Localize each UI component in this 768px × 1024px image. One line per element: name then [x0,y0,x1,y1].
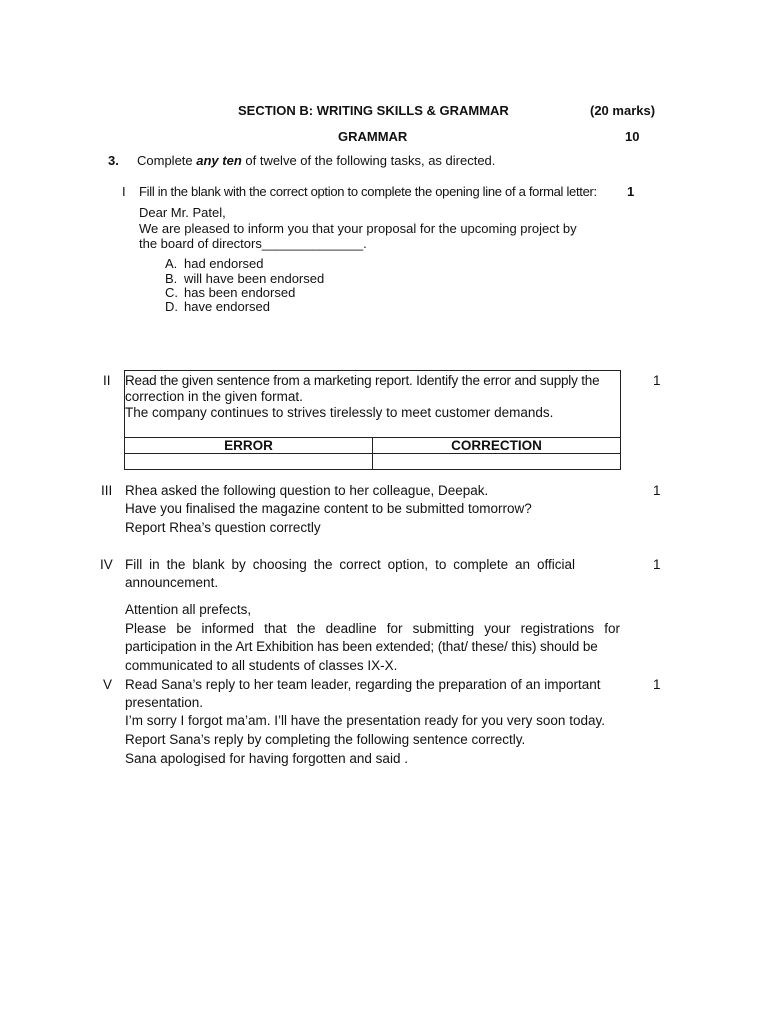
option-letter: B. [165,271,178,286]
task-i-marks: 1 [627,184,635,199]
instruction-pre: Complete [137,153,197,168]
table-header-row [125,438,621,454]
task-v-instruction: Report Sana’s reply by completing the following sentence correctly. [125,732,526,747]
instruction-emphasis: any ten [196,153,242,168]
task-i-line2: the board of directors______________. [139,236,367,251]
task-v-marks: 1 [653,677,661,692]
task-v-quote: I’m sorry I forgot ma’am. I’ll have the presentation ready for you very soon today. [125,713,605,728]
correction-header: CORRECTION [373,438,621,454]
correction-answer-cell[interactable] [373,454,621,470]
option-text: have endorsed [184,299,271,314]
task-iii-marks: 1 [653,483,661,498]
task-iii-line1: Rhea asked the following question to her colleague, Deepak. [125,483,489,498]
section-title: SECTION B: WRITING SKILLS & GRAMMAR [238,103,509,118]
task-iv-marks: 1 [653,557,661,572]
option-d [165,299,270,314]
table-answer-row [125,454,621,470]
task-v-number: V [103,677,113,692]
task-iv-salutation: Attention all prefects, [125,602,252,617]
task-ii-sentence: The company continues to strives tirelessly to meet customer demands. [125,405,554,420]
task-v-prompt: Sana apologised for having forgotten and said . [125,751,408,766]
instruction-post: of twelve of the following tasks, as directed. [241,153,496,168]
task-i-line1: We are pleased to inform you that your proposal for the upcoming project by [139,221,577,236]
task-ii-line2: correction in the given format. [125,389,303,404]
task-iii-number: III [101,483,113,498]
task-iv-body3: communicated to all students of classes IX-X. [125,658,398,673]
option-b [165,271,324,286]
option-text: has been endorsed [184,285,296,300]
task-iii-line2: Have you finalised the magazine content to be submitted tomorrow? [125,501,532,516]
grammar-marks: 10 [625,129,640,144]
option-letter: C. [165,285,178,300]
task-iii-line3: Report Rhea’s question correctly [125,520,321,535]
option-c [165,285,295,300]
option-a [165,256,264,271]
option-text: had endorsed [184,256,264,271]
task-i-salutation: Dear Mr. Patel, [139,205,226,220]
task-ii-number: II [103,373,111,388]
task-iv-body2: participation in the Art Exhibition has been extended; (that/ these/ this) should be [125,639,598,654]
task-ii-line1: Read the given sentence from a marketing report. Identify the error and supply the [125,373,600,388]
section-marks: (20 marks) [590,103,656,118]
task-v-line1: Read Sana’s reply to her team leader, regarding the preparation of an important [125,677,601,692]
task-v-line2: presentation. [125,695,204,710]
option-text: will have been endorsed [184,271,325,286]
question-instruction [137,153,495,168]
task-iv-line1: Fill in the blank by choosing the correct option, to complete an official [125,557,575,572]
question-number: 3. [108,153,119,168]
grammar-heading: GRAMMAR [338,129,408,144]
task-iv-number: IV [100,557,113,572]
error-answer-cell[interactable] [125,454,373,470]
task-iv-line2: announcement. [125,575,219,590]
task-ii-marks: 1 [653,373,661,388]
error-correction-table [124,437,621,470]
task-i-text: Fill in the blank with the correct option to complete the opening line of a formal letter: [139,184,597,199]
option-letter: D. [165,299,178,314]
task-i-number: I [122,184,126,199]
error-header: ERROR [125,438,373,454]
task-iv-body1: Please be informed that the deadline for submitting your registrations for [125,621,620,636]
option-letter: A. [165,256,178,271]
